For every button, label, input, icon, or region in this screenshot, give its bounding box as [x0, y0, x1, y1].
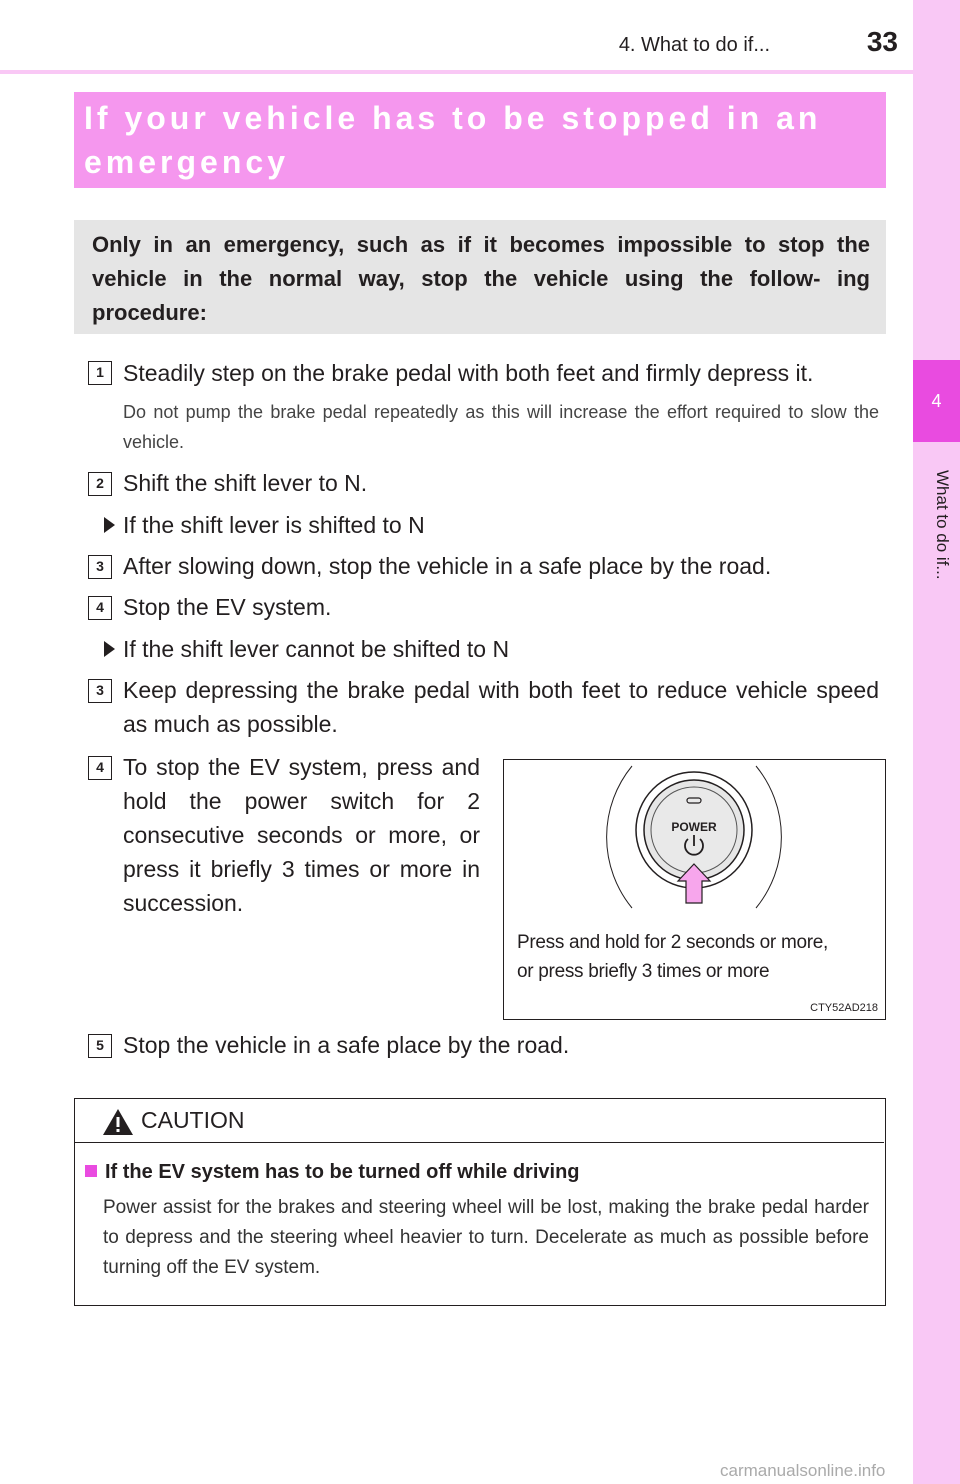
case-arrow-icon: [104, 641, 115, 657]
section-title-line2: emergency: [84, 144, 289, 180]
square-bullet-icon: [85, 1165, 97, 1177]
step-number-4a: 4: [88, 596, 112, 620]
header-rule: [0, 70, 913, 74]
caution-header: [75, 1099, 884, 1143]
step-number-1: 1: [88, 361, 112, 385]
intro-box: [74, 220, 886, 334]
caution-title: [85, 1161, 580, 1184]
step-2-text: Shift the shift lever to N.: [123, 470, 368, 496]
case-arrow-icon: [104, 517, 115, 533]
case-b-heading: If the shift lever cannot be shifted to N: [123, 636, 510, 662]
step-4a-text: Stop the EV system.: [123, 594, 332, 620]
section-title-line1: If your vehicle has to be stopped in an: [84, 100, 822, 136]
step-4b-text: To stop the EV system, press and hold the power switch for 2 consecutive seconds or more, or press it briefly 3 times or more in succession.: [123, 754, 480, 916]
warning-icon: [101, 1107, 135, 1137]
step-number-4b: 4: [88, 756, 112, 780]
caution-body: Power assist for the brakes and steering wheel will be lost, making the brake pedal harder to depress and the steering wheel heavier to turn. Decelerate as much as possible before turning off the EV system.: [103, 1197, 869, 1278]
chapter-number-tab[interactable]: 4: [913, 360, 960, 442]
caution-box: [74, 1098, 886, 1306]
section-title-band: [74, 92, 886, 188]
figure-caption-line1: Press and hold for 2 seconds or more,: [517, 932, 829, 953]
caution-label: CAUTION: [141, 1107, 245, 1133]
intro-text: Only in an emergency, such as if it becomes impossible to stop the vehicle in the normal way, stop the vehicle using the follow- ing procedure:: [92, 232, 870, 325]
side-tab: [913, 0, 960, 1484]
step-number-5: 5: [88, 1034, 112, 1058]
figure-caption-line2: or press briefly 3 times or more: [517, 961, 770, 982]
caution-title-text: If the EV system has to be turned off while driving: [105, 1161, 580, 1183]
step-number-3b: 3: [88, 679, 112, 703]
step-number-2: 2: [88, 472, 112, 496]
step-5-text: Stop the vehicle in a safe place by the road.: [123, 1032, 570, 1058]
step-1-note: Do not pump the brake pedal repeatedly as this will increase the effort required to slow the vehicle.: [123, 402, 879, 452]
watermark: carmanualsonline.info: [720, 1461, 886, 1480]
step-number-3a: 3: [88, 555, 112, 579]
step-3b-text: Keep depressing the brake pedal with both feet to reduce vehicle speed as much as possible.: [123, 677, 879, 737]
figure-code: CTY52AD218: [810, 1002, 878, 1014]
power-switch-figure: [503, 759, 886, 1020]
page-number: 33: [866, 26, 898, 57]
figure-caption: [517, 928, 887, 986]
power-button-icon: [504, 760, 887, 930]
chapter-label: What to do if...: [933, 470, 952, 580]
svg-text:POWER: POWER: [671, 820, 717, 834]
step-3a-text: After slowing down, stop the vehicle in a safe place by the road.: [123, 553, 772, 579]
step-1-text: Steadily step on the brake pedal with both feet and firmly depress it.: [123, 360, 814, 386]
header-section-title: 4. What to do if...: [618, 34, 770, 56]
case-a-heading: If the shift lever is shifted to N: [123, 512, 425, 538]
